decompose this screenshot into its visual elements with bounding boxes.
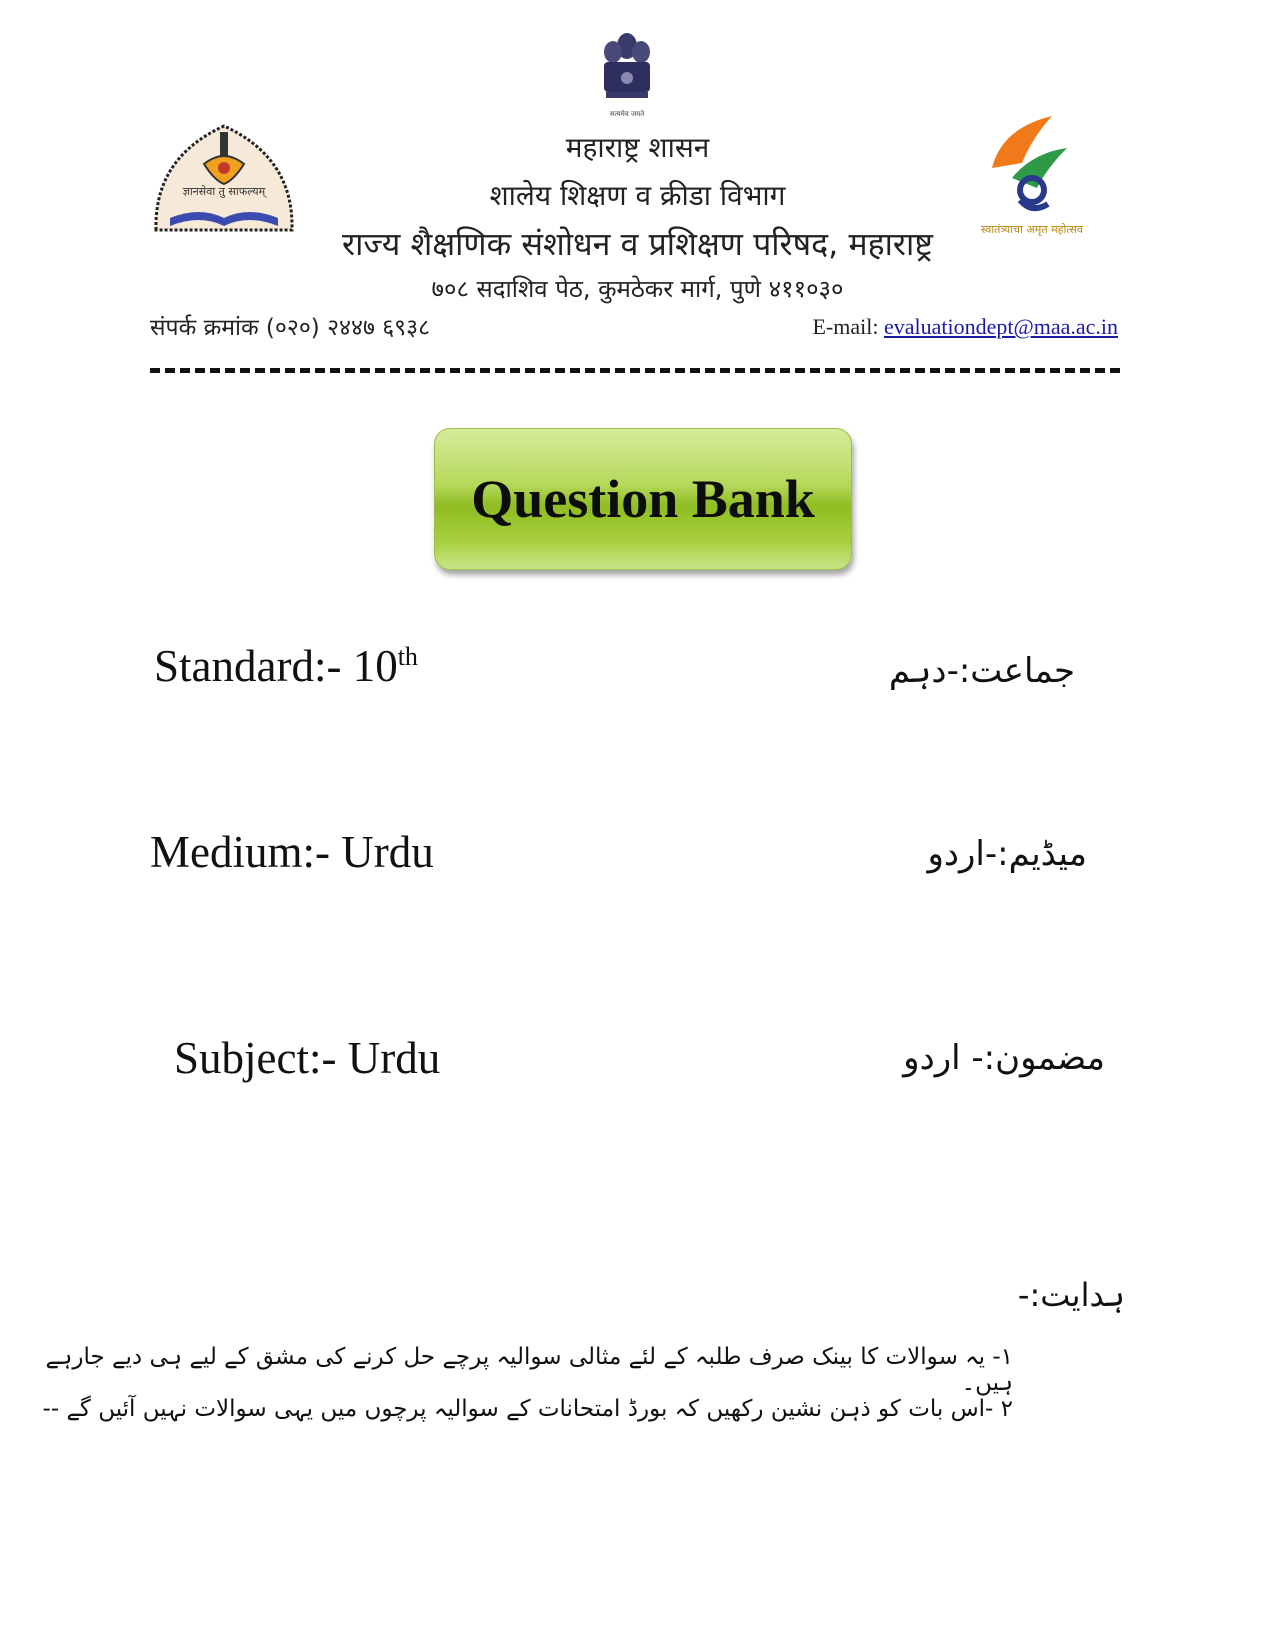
question-bank-banner <box>434 428 852 570</box>
council-name: राज्य शैक्षणिक संशोधन व प्रशिक्षण परिषद, महाराष्ट्र <box>342 225 933 263</box>
subject-label: Subject:- Urdu <box>174 1033 441 1083</box>
subject-label-urdu: مضمون:- اردو <box>903 1038 1105 1078</box>
state-emblem <box>596 28 658 118</box>
scert-motto: ज्ञानसेवा तु साफल्यम् <box>182 185 266 198</box>
instructions-heading: ہدایت:- <box>1017 1276 1125 1314</box>
azadi-caption: स्वातंत्र्याचा अमृत महोत्सव <box>980 223 1084 236</box>
standard-text: Standard:- 10 <box>154 641 398 691</box>
contact-number: संपर्क क्रमांक (०२०) २४४७ ६९३८ <box>150 315 431 341</box>
standard-label <box>154 640 418 692</box>
govt-name: महाराष्ट्र शासन <box>565 131 710 164</box>
emblem-caption: सत्यमेव जयते <box>609 110 645 118</box>
department-name: शालेय शिक्षण व क्रीडा विभाग <box>489 179 786 212</box>
address: ७०८ सदाशिव पेठ, कुमठेकर मार्ग, पुणे ४११०३० <box>431 275 844 303</box>
medium-label: Medium:- Urdu <box>150 827 434 877</box>
instruction-item: ۱- یہ سوالات کا بینک صرف طلبہ کے لئے مثالی سوالیہ پرچے حل کرنے کی مشق کے لیے ہی دیے جارہے ہیں۔ <box>45 1344 1013 1396</box>
email-label: E-mail: <box>812 314 879 339</box>
header-divider <box>150 368 1120 373</box>
question-bank-title: Question Bank <box>471 469 815 529</box>
instruction-item: ۲ -اس بات کو ذہن نشین رکھیں کہ بورڈ امتحانات کے سوالیہ پرچوں میں یہی سوالات نہیں آئیں گے -- <box>42 1396 1013 1422</box>
email-link[interactable]: evaluationdept@maa.ac.in <box>883 314 1118 339</box>
medium-label-urdu: میڈیم:-اردو <box>927 834 1087 874</box>
email-line <box>812 314 1118 340</box>
standard-label-urdu: جماعت:-دہم <box>888 651 1075 691</box>
standard-suffix: th <box>397 642 418 671</box>
